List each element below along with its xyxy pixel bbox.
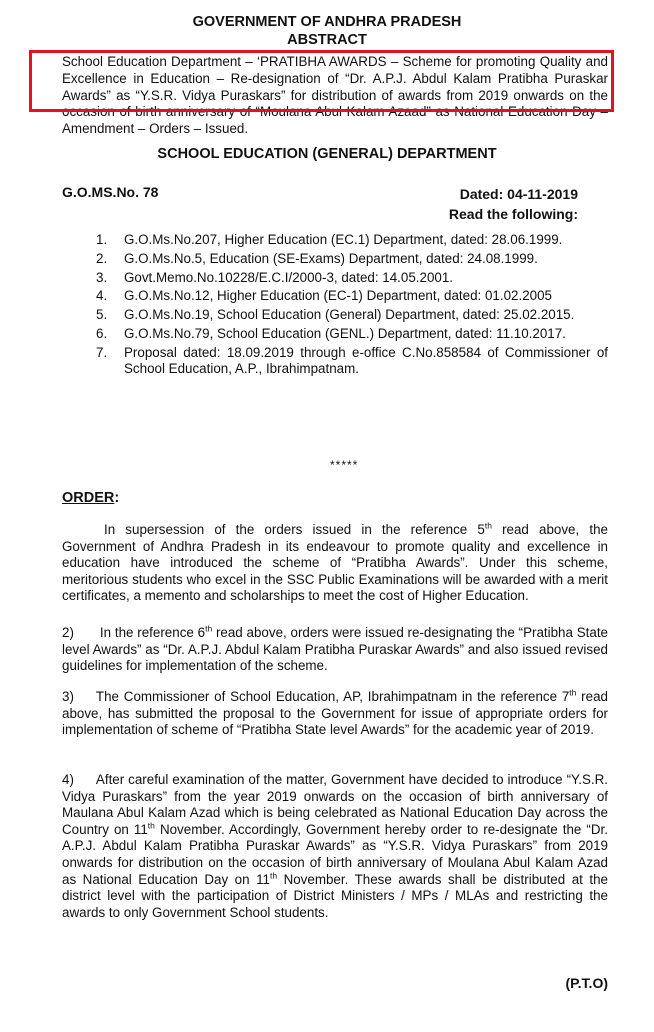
order-heading-text: ORDER: [62, 490, 115, 506]
reference-number: 7.: [96, 344, 108, 360]
reference-text: G.O.Ms.No.79, School Education (GENL.) Department, dated: 11.10.2017.: [124, 325, 566, 341]
reference-number: 4.: [96, 288, 108, 304]
para3-number: 3): [62, 689, 74, 704]
para4-text-c: November. These awards shall be distributed at the district level with the participation of District Ministers / MPs / MLAs and restricting the awards to only Government School students.: [62, 871, 608, 920]
government-heading: GOVERNMENT OF ANDHRA PRADESH: [192, 14, 462, 30]
reference-text: G.O.Ms.No.5, Education (SE-Exams) Department, dated: 24.08.1999.: [124, 250, 538, 266]
para4-text-b: November. Accordingly, Government hereby order to re-designate the “Dr. A.P.J. Abdul Kalam Pratibha Puraskar Awards” as “Y.S.R. Vidya Puraskars” from 2019 onwards for distribution on the occasion of birth anniversary of Moulana Abul Kalam Azad as National Education Day on 11: [62, 821, 608, 887]
reference-list: [96, 232, 608, 379]
para2-number: 2): [62, 625, 74, 640]
para2-text-b: read above, orders were issued re-designating the “Pratibha State level Awards” as “Dr. A.P.J. Abdul Kalam Pratibha Puraskar Awards” and also issued revised guidelines for implementation of the scheme.: [62, 625, 608, 674]
reference-item: [96, 270, 608, 286]
para3-text-b: read above, has submitted the proposal to the Government for issue of appropriate orders for implementation of scheme of “Pratibha State level Awards” for the academic year of 2019.: [62, 689, 608, 738]
reference-text: G.O.Ms.No.19, School Education (General) Department, dated: 25.02.2015.: [124, 307, 575, 323]
order-paragraph-2: [62, 625, 608, 675]
para4-sup-1: th: [147, 820, 155, 831]
order-paragraph-4: [62, 772, 608, 921]
abstract-heading: ABSTRACT: [287, 32, 367, 48]
date-line: Dated: 04-11-2019: [459, 186, 578, 202]
reference-number: 3.: [96, 269, 108, 285]
reference-text: Govt.Memo.No.10228/E.C.I/2000-3, dated: 14.05.2001.: [124, 269, 454, 285]
go-number: G.O.MS.No. 78: [62, 184, 159, 200]
subject-paragraph: School Education Department – ‘PRATIBHA AWARDS – Scheme for promoting Quality and Excellence in Education – Re-designation of “Dr. A.P.J. Abdul Kalam Pratibha Puraskar Awards” as “Y.S.R. Vidya Puraskars” for distribution of awards from 2019 onwards on the occasion of birth anniversary of “Moulana Abul Kalam Azaad” as National Education Day – Amendment – Orders – Issued.: [62, 54, 608, 137]
para1-sup: th: [484, 520, 492, 531]
para2-text-a: In the reference 6: [99, 625, 206, 640]
reference-item: [96, 288, 608, 304]
reference-number: 6.: [96, 325, 108, 341]
order-paragraph-3: [62, 689, 608, 739]
pto-marker: (P.T.O): [565, 975, 608, 991]
reference-item: [96, 232, 608, 248]
reference-item: [96, 326, 608, 342]
order-heading: [62, 490, 119, 506]
reference-item: [96, 345, 608, 377]
read-following-line: Read the following:: [448, 206, 578, 222]
order-heading-colon: :: [114, 490, 120, 506]
reference-text: Proposal dated: 18.09.2019 through e-office C.No.858584 of Commissioner of School Education, A.P., Ibrahimpatnam.: [124, 344, 608, 376]
para2-sup: th: [205, 623, 213, 634]
reference-text: G.O.Ms.No.12, Higher Education (EC-1) Department, dated: 01.02.2005: [124, 288, 552, 304]
reference-number: 5.: [96, 307, 108, 323]
highlight-box: [29, 50, 614, 112]
separator-stars: *****: [330, 458, 359, 472]
para3-text-a: The Commissioner of School Education, AP, Ibrahimpatnam in the reference 7: [95, 689, 570, 704]
para3-sup: th: [569, 687, 577, 698]
para4-text-a: After careful examination of the matter, Government have decided to introduce “Y.S.R. Vidya Puraskars” from the year 2019 onwards on the occasion of birth anniversary of Maulana Abul Kalam Azad which is being celebrated as National Education Day across the Country on 11: [62, 772, 608, 837]
para4-sup-2: th: [269, 870, 278, 881]
reference-number: 1.: [96, 232, 108, 247]
reference-item: [96, 251, 608, 267]
reference-number: 2.: [96, 250, 108, 266]
reference-text: G.O.Ms.No.207, Higher Education (EC.1) Department, dated: 28.06.1999.: [124, 232, 563, 247]
order-paragraph-1: [62, 522, 608, 605]
department-heading: SCHOOL EDUCATION (GENERAL) DEPARTMENT: [157, 146, 497, 162]
para4-number: 4): [62, 772, 74, 787]
para1-text-a: In supersession of the orders issued in the reference 5: [104, 522, 485, 537]
para1-text-b: read above, the Government of Andhra Pradesh in its endeavour to promote quality and excellence in education have introduced the scheme of “Pratibha Awards”. Under this scheme, meritorious students who excel in the SSC Public Examinations will be awarded with a merit certificates, a memento and scholarships to meet the cost of Higher Education.: [62, 522, 608, 604]
date-block: [449, 184, 578, 224]
reference-item: [96, 307, 608, 323]
